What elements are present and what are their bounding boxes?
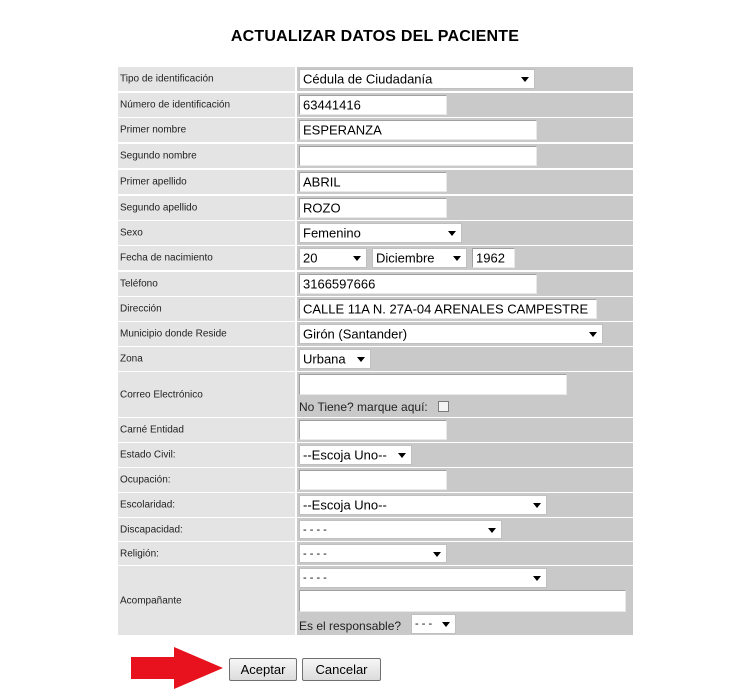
- chevron-down-icon: [521, 77, 529, 82]
- label-cell: [118, 468, 295, 492]
- telefono-value: 3166597666: [303, 276, 376, 292]
- chevron-down-icon: [488, 528, 496, 533]
- value-cell: [297, 372, 633, 417]
- primer-nombre-input[interactable]: [299, 120, 537, 140]
- label-cell: [118, 170, 295, 194]
- chevron-down-icon: [533, 576, 541, 581]
- correo-label: Correo Electrónico: [120, 389, 203, 400]
- red-arrow-icon: [128, 645, 226, 691]
- row-segundo-nombre: [118, 144, 633, 168]
- row-primer-nombre: [118, 118, 633, 142]
- no-tiene-correo-label: No Tiene? marque aquí:: [299, 400, 428, 414]
- chevron-down-icon: [533, 503, 541, 508]
- primer-apellido-value: ABRIL: [303, 174, 341, 190]
- chevron-down-icon: [398, 453, 406, 458]
- responsable-value: - - -: [415, 618, 433, 630]
- discapacidad-value: - - - -: [303, 523, 327, 536]
- row-zona: [118, 347, 633, 371]
- row-segundo-apellido: [118, 196, 633, 220]
- primer-nombre-value: ESPERANZA: [303, 122, 382, 138]
- label-cell: [118, 372, 295, 417]
- row-primer-apellido: [118, 170, 633, 194]
- carne-input[interactable]: [299, 420, 447, 440]
- municipio-value: Girón (Santander): [303, 326, 408, 342]
- chevron-down-icon: [353, 256, 361, 261]
- fecha-nacimiento-label: Fecha de nacimiento: [120, 252, 213, 264]
- zona-label: Zona: [120, 353, 143, 365]
- telefono-label: Teléfono: [120, 278, 158, 290]
- religion-value: - - - -: [303, 547, 327, 560]
- numero-identificacion-value: 63441416: [303, 97, 361, 113]
- row-acompanante: [118, 566, 633, 635]
- value-cell: [297, 542, 633, 565]
- label-cell: [118, 246, 295, 270]
- sexo-value: Femenino: [303, 225, 361, 241]
- chevron-down-icon: [357, 357, 365, 362]
- label-cell: [118, 93, 295, 117]
- label-cell: [118, 118, 295, 142]
- chevron-down-icon: [433, 552, 441, 557]
- acompanante-select[interactable]: [299, 568, 547, 588]
- value-cell: [297, 468, 633, 492]
- tipo-identificacion-value: Cédula de Ciudadanía: [303, 71, 433, 87]
- row-sexo: [118, 221, 633, 245]
- label-cell: [118, 443, 295, 467]
- row-fecha-nacimiento: [118, 246, 633, 270]
- label-cell: [118, 144, 295, 168]
- escolaridad-label: Escolaridad:: [120, 499, 176, 511]
- page-title: ACTUALIZAR DATOS DEL PACIENTE: [230, 28, 520, 45]
- value-cell: [297, 347, 633, 371]
- birth-month-select[interactable]: [372, 248, 467, 268]
- label-cell: [118, 67, 295, 91]
- label-cell: [118, 272, 295, 296]
- ocupacion-label: Ocupación:: [120, 474, 171, 486]
- numero-identificacion-label: Número de identificación: [120, 99, 231, 111]
- chevron-down-icon: [448, 231, 456, 236]
- direccion-value: CALLE 11A N. 27A-04 ARENALES CAMPESTRE: [303, 301, 589, 317]
- value-cell: [297, 67, 633, 91]
- segundo-nombre-input[interactable]: [299, 146, 537, 166]
- acompanante-input[interactable]: [299, 590, 626, 612]
- label-cell: [118, 518, 295, 541]
- sexo-label: Sexo: [120, 227, 143, 239]
- chevron-down-icon: [453, 256, 461, 261]
- row-direccion: [118, 297, 633, 321]
- value-cell: [297, 322, 633, 346]
- primer-apellido-input[interactable]: [299, 172, 447, 192]
- accept-button[interactable]: Aceptar: [229, 658, 297, 681]
- row-estado-civil: [118, 443, 633, 467]
- discapacidad-select[interactable]: [299, 520, 502, 539]
- value-cell: [297, 443, 633, 467]
- label-cell: [118, 347, 295, 371]
- value-cell: [297, 418, 633, 442]
- cancel-button[interactable]: Cancelar: [302, 658, 381, 681]
- numero-identificacion-input[interactable]: [299, 95, 447, 115]
- label-cell: [118, 542, 295, 565]
- estado-civil-value: --Escoja Uno--: [303, 447, 387, 463]
- tipo-identificacion-select[interactable]: [299, 69, 535, 89]
- zona-select[interactable]: [299, 349, 371, 369]
- row-carne: [118, 418, 633, 442]
- value-cell: [297, 272, 633, 296]
- carne-label: Carné Entidad: [120, 424, 184, 436]
- birth-year-input[interactable]: [472, 248, 515, 268]
- birth-year-value: 1962: [476, 250, 505, 266]
- row-numero-identificacion: [118, 93, 633, 117]
- tipo-identificacion-label: Tipo de identificación: [120, 73, 214, 85]
- religion-select[interactable]: [299, 544, 447, 563]
- row-telefono: [118, 272, 633, 296]
- label-cell: [118, 322, 295, 346]
- sexo-select[interactable]: [299, 223, 462, 243]
- birth-day-value: 20: [303, 250, 318, 266]
- row-ocupacion: [118, 468, 633, 492]
- row-discapacidad: [118, 518, 633, 541]
- chevron-down-icon: [442, 622, 450, 627]
- row-municipio: [118, 322, 633, 346]
- primer-apellido-label: Primer apellido: [120, 176, 187, 188]
- row-correo: [118, 372, 633, 417]
- religion-label: Religión:: [120, 548, 159, 559]
- row-tipo-identificacion: [118, 67, 633, 91]
- escolaridad-value: --Escoja Uno--: [303, 497, 387, 513]
- birth-day-select[interactable]: [299, 248, 367, 268]
- row-escolaridad: [118, 493, 633, 517]
- direccion-label: Dirección: [120, 303, 162, 315]
- primer-nombre-label: Primer nombre: [120, 124, 187, 136]
- estado-civil-label: Estado Civil:: [120, 449, 176, 461]
- label-cell: [118, 196, 295, 220]
- acompanante-select-value: - - - -: [303, 572, 327, 584]
- label-cell: [118, 221, 295, 245]
- no-tiene-correo-checkbox[interactable]: [438, 401, 449, 412]
- value-cell: [297, 118, 633, 142]
- segundo-apellido-label: Segundo apellido: [120, 202, 198, 214]
- municipio-label: Municipio donde Reside: [120, 328, 227, 340]
- chevron-down-icon: [589, 332, 597, 337]
- label-cell: [118, 566, 295, 635]
- ocupacion-input[interactable]: [299, 470, 447, 490]
- acompanante-label: Acompañante: [120, 595, 182, 606]
- label-cell: [118, 418, 295, 442]
- value-cell: [297, 297, 633, 321]
- segundo-apellido-value: ROZO: [303, 200, 341, 216]
- municipio-select[interactable]: [299, 324, 603, 344]
- value-cell: [297, 144, 633, 168]
- row-religion: [118, 542, 633, 565]
- escolaridad-select[interactable]: [299, 495, 547, 515]
- value-cell: [297, 493, 633, 517]
- direccion-input[interactable]: [299, 299, 597, 319]
- value-cell: [297, 93, 633, 117]
- value-cell: [297, 518, 633, 541]
- telefono-input[interactable]: [299, 274, 537, 294]
- segundo-nombre-label: Segundo nombre: [120, 150, 197, 162]
- value-cell: [297, 221, 633, 245]
- segundo-apellido-input[interactable]: [299, 198, 447, 218]
- value-cell: [297, 566, 633, 635]
- correo-input[interactable]: [299, 374, 567, 395]
- value-cell: [297, 196, 633, 220]
- discapacidad-label: Discapacidad:: [120, 524, 183, 535]
- zona-value: Urbana: [303, 351, 346, 367]
- label-cell: [118, 493, 295, 517]
- responsable-select[interactable]: [411, 614, 456, 634]
- birth-month-value: Diciembre: [376, 250, 435, 266]
- label-cell: [118, 297, 295, 321]
- estado-civil-select[interactable]: [299, 445, 412, 465]
- value-cell: [297, 170, 633, 194]
- responsable-label: Es el responsable?: [299, 619, 402, 633]
- value-cell: [297, 246, 633, 270]
